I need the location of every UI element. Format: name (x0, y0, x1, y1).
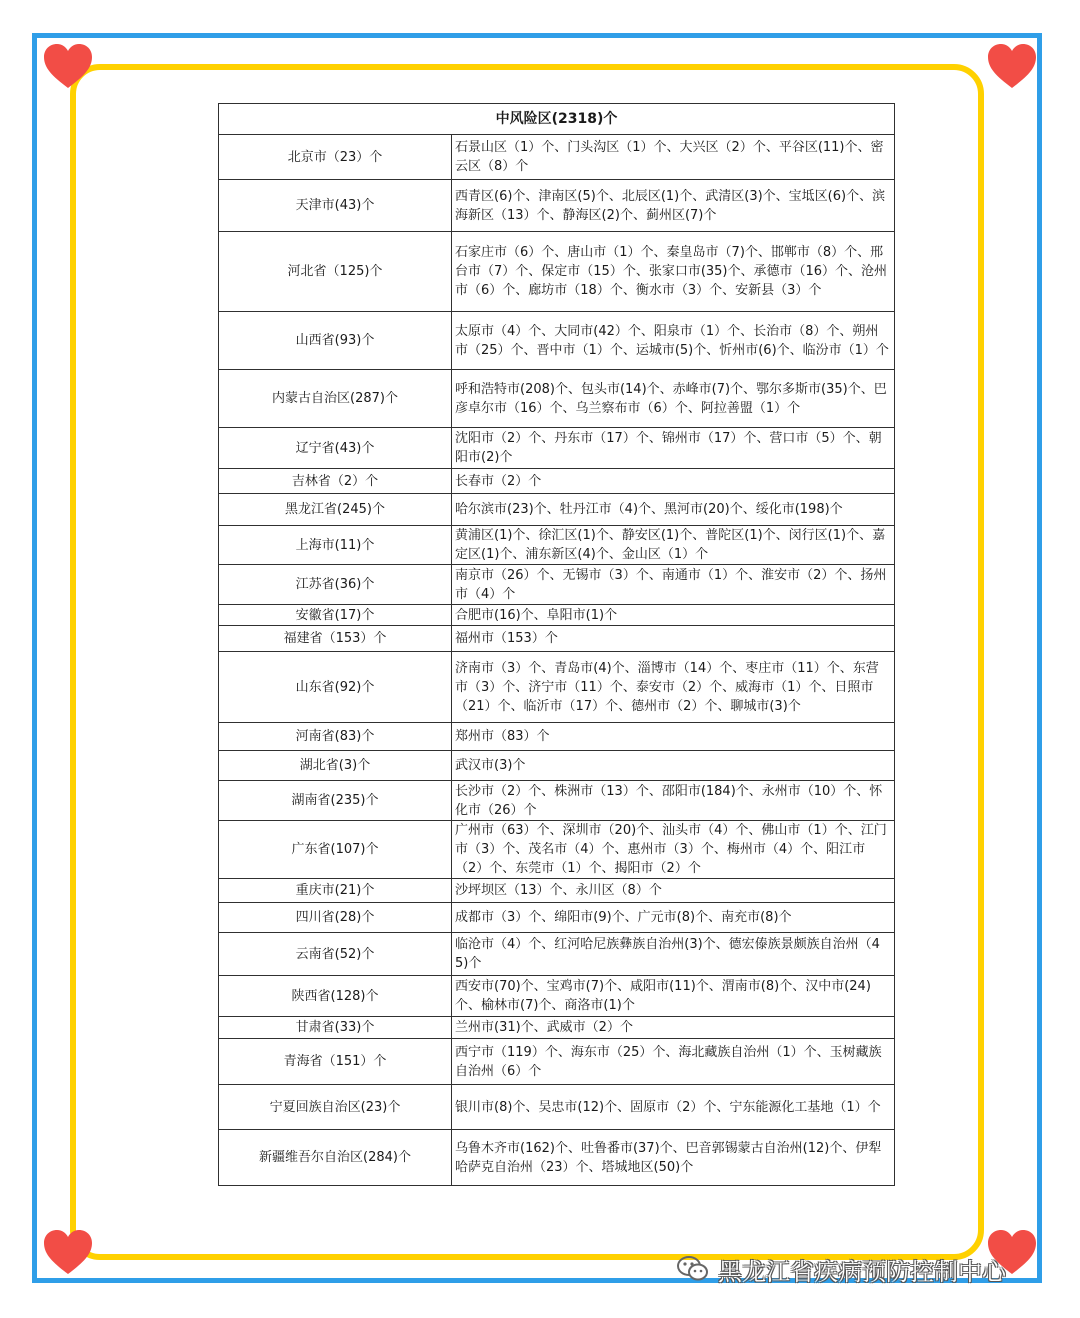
areas-cell: 长春市（2）个 (452, 469, 895, 494)
province-cell: 上海市(11)个 (219, 526, 452, 565)
table-row (219, 933, 895, 976)
areas-cell: 石景山区（1）个、门头沟区（1）个、大兴区（2）个、平谷区(11)个、密云区（8）个 (452, 135, 895, 180)
table-row (219, 821, 895, 879)
areas-cell: 银川市(8)个、吴忠市(12)个、固原市（2）个、宁东能源化工基地（1）个 (452, 1085, 895, 1130)
table-row (219, 312, 895, 370)
table-row (219, 652, 895, 723)
heart-icon (42, 42, 94, 90)
areas-cell: 西安市(70)个、宝鸡市(7)个、咸阳市(11)个、渭南市(8)个、汉中市(24)个、榆林市(7)个、商洛市(1)个 (452, 976, 895, 1017)
areas-cell: 黄浦区(1)个、徐汇区(1)个、静安区(1)个、普陀区(1)个、闵行区(1)个、嘉定区(1)个、浦东新区(4)个、金山区（1）个 (452, 526, 895, 565)
table-row (219, 565, 895, 605)
areas-cell: 济南市（3）个、青岛市(4)个、淄博市（14）个、枣庄市（11）个、东营市（3）个、济宁市（11）个、泰安市（2）个、威海市（1）个、日照市（21）个、临沂市（17）个、德州市（2）个、聊城市(3)个 (452, 652, 895, 723)
province-cell: 甘肃省(33)个 (219, 1017, 452, 1039)
areas-cell: 沙坪坝区（13）个、永川区（8）个 (452, 879, 895, 903)
areas-cell: 合肥市(16)个、阜阳市(1)个 (452, 605, 895, 626)
areas-cell: 哈尔滨市(23)个、牡丹江市（4)个、黑河市(20)个、绥化市(198)个 (452, 494, 895, 526)
table-row (219, 135, 895, 180)
watermark (676, 1252, 1006, 1286)
province-cell: 宁夏回族自治区(23)个 (219, 1085, 452, 1130)
province-cell: 湖北省(3)个 (219, 751, 452, 781)
table-row (219, 370, 895, 428)
watermark-text: 黑龙江省疾病预防控制中心 (718, 1257, 1006, 1286)
areas-cell: 乌鲁木齐市(162)个、吐鲁番市(37)个、巴音郭锡蒙古自治州(12)个、伊犁哈萨克自治州（23）个、塔城地区(50)个 (452, 1130, 895, 1186)
province-cell: 新疆维吾尔自治区(284)个 (219, 1130, 452, 1186)
areas-cell: 武汉市(3)个 (452, 751, 895, 781)
areas-cell: 成都市（3）个、绵阳市(9)个、广元市(8)个、南充市(8)个 (452, 903, 895, 933)
heart-icon (986, 42, 1038, 90)
province-cell: 重庆市(21)个 (219, 879, 452, 903)
areas-cell: 兰州市(31)个、武威市（2）个 (452, 1017, 895, 1039)
table-row (219, 1085, 895, 1130)
province-cell: 黑龙江省(245)个 (219, 494, 452, 526)
areas-cell: 石家庄市（6）个、唐山市（1）个、秦皇岛市（7)个、邯郸市（8）个、邢台市（7）个、保定市（15）个、张家口市(35)个、承德市（16）个、沧州市（6）个、廊坊市（18）个、衡水市（3）个、安新县（3）个 (452, 232, 895, 312)
areas-cell: 西青区(6)个、津南区(5)个、北辰区(1)个、武清区(3)个、宝坻区(6)个、滨海新区（13）个、静海区(2)个、蓟州区(7)个 (452, 180, 895, 232)
province-cell: 云南省(52)个 (219, 933, 452, 976)
province-cell: 青海省（151）个 (219, 1039, 452, 1085)
province-cell: 广东省(107)个 (219, 821, 452, 879)
province-cell: 四川省(28)个 (219, 903, 452, 933)
areas-cell: 太原市（4）个、大同市(42）个、阳泉市（1）个、长治市（8）个、朔州市（25）个、晋中市（1）个、运城市(5)个、忻州市(6)个、临汾市（1）个 (452, 312, 895, 370)
table-title: 中风险区(2318)个 (219, 104, 895, 135)
table-row (219, 428, 895, 469)
province-cell: 安徽省(17)个 (219, 605, 452, 626)
table-row (219, 469, 895, 494)
table-row (219, 781, 895, 821)
province-cell: 山西省(93)个 (219, 312, 452, 370)
heart-icon (42, 1228, 94, 1276)
table-title-row (219, 104, 895, 135)
table-row (219, 903, 895, 933)
areas-cell: 西宁市（119）个、海东市（25）个、海北藏族自治州（1）个、玉树藏族自治州（6）个 (452, 1039, 895, 1085)
province-cell: 河北省（125)个 (219, 232, 452, 312)
areas-cell: 南京市（26）个、无锡市（3）个、南通市（1）个、淮安市（2）个、扬州市（4）个 (452, 565, 895, 605)
areas-cell: 福州市（153）个 (452, 626, 895, 652)
province-cell: 河南省(83)个 (219, 723, 452, 751)
province-cell: 江苏省(36)个 (219, 565, 452, 605)
table-row (219, 1017, 895, 1039)
areas-cell: 广州市（63）个、深圳市（20)个、汕头市（4）个、佛山市（1）个、江门市（3）个、茂名市（4）个、惠州市（3）个、梅州市（4）个、阳江市（2）个、东莞市（1）个、揭阳市（2）个 (452, 821, 895, 879)
table-row (219, 1130, 895, 1186)
province-cell: 福建省（153）个 (219, 626, 452, 652)
risk-area-sheet (213, 100, 895, 1208)
province-cell: 内蒙古自治区(287)个 (219, 370, 452, 428)
table-row (219, 526, 895, 565)
table-row (219, 605, 895, 626)
areas-cell: 呼和浩特市(208)个、包头市(14)个、赤峰市(7)个、鄂尔多斯市(35)个、巴彦卓尔市（16）个、乌兰察布市（6）个、阿拉善盟（1）个 (452, 370, 895, 428)
table-row (219, 879, 895, 903)
wechat-icon (676, 1254, 710, 1284)
province-cell: 吉林省（2）个 (219, 469, 452, 494)
table-row (219, 723, 895, 751)
table-row (219, 1039, 895, 1085)
province-cell: 山东省(92)个 (219, 652, 452, 723)
province-cell: 陕西省(128)个 (219, 976, 452, 1017)
table-row (219, 180, 895, 232)
province-cell: 天津市(43)个 (219, 180, 452, 232)
province-cell: 辽宁省(43)个 (219, 428, 452, 469)
province-cell: 湖南省(235)个 (219, 781, 452, 821)
table-row (219, 626, 895, 652)
risk-area-table (218, 103, 895, 1186)
areas-cell: 沈阳市（2）个、丹东市（17）个、锦州市（17）个、营口市（5）个、朝阳市(2)个 (452, 428, 895, 469)
areas-cell: 郑州市（83）个 (452, 723, 895, 751)
areas-cell: 长沙市（2）个、株洲市（13）个、邵阳市(184)个、永州市（10）个、怀化市（26）个 (452, 781, 895, 821)
province-cell: 北京市（23）个 (219, 135, 452, 180)
table-row (219, 976, 895, 1017)
areas-cell: 临沧市（4）个、红河哈尼族彝族自治州(3)个、德宏傣族景颇族自治州（45)个 (452, 933, 895, 976)
table-row (219, 494, 895, 526)
table-row (219, 751, 895, 781)
table-row (219, 232, 895, 312)
